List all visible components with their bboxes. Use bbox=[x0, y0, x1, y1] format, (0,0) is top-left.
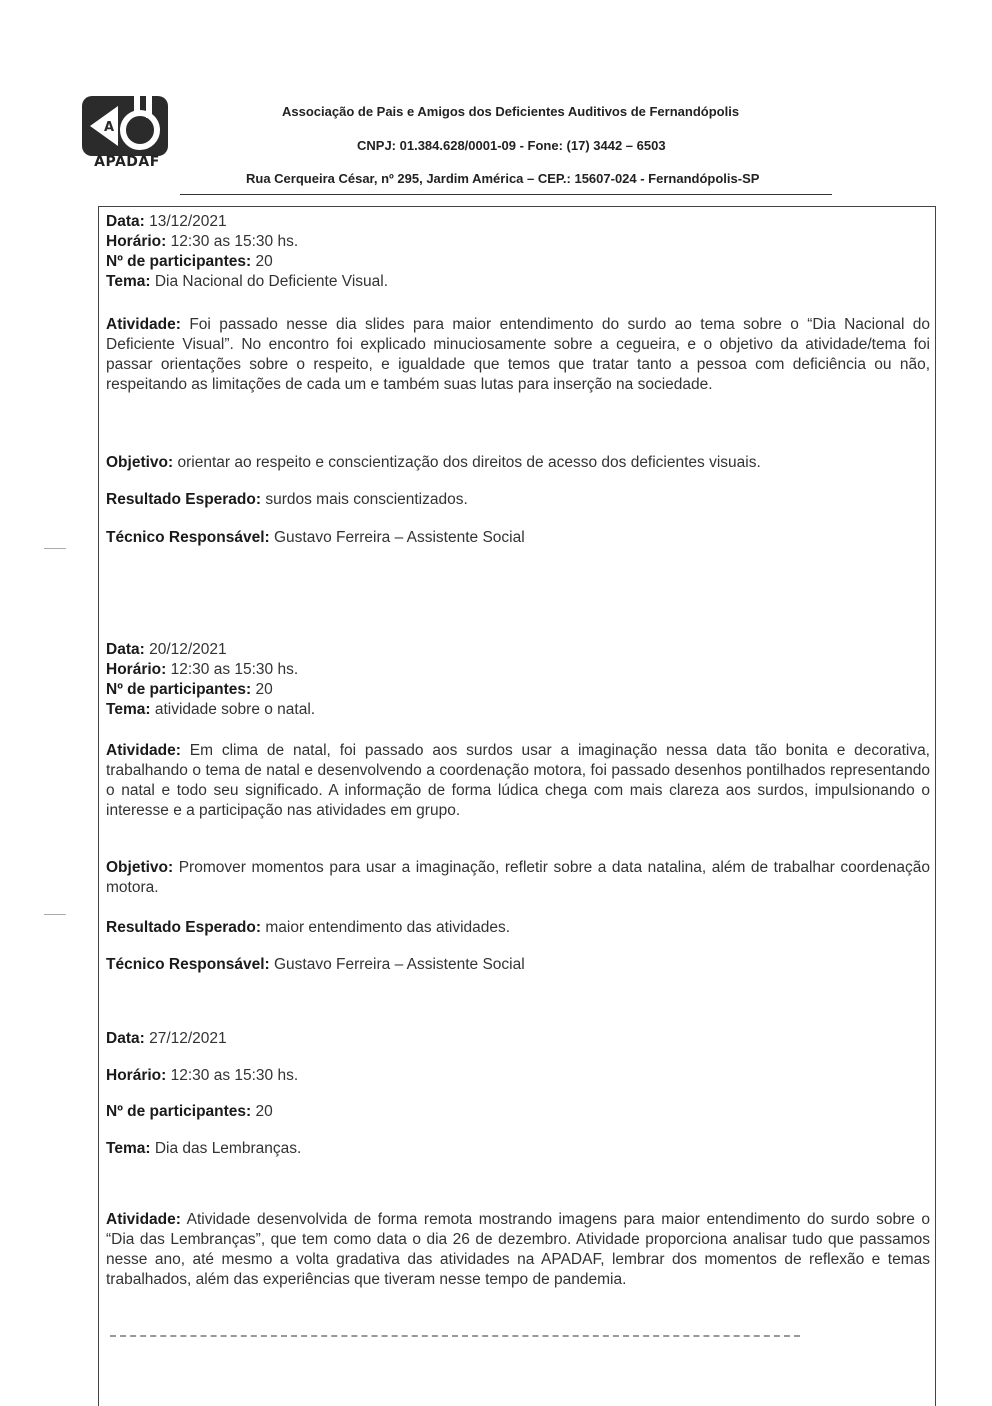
header-divider bbox=[180, 194, 832, 195]
activity-description-2 bbox=[106, 741, 930, 821]
participants-label: Nº de participantes: bbox=[106, 253, 252, 270]
date-value: 27/12/2021 bbox=[149, 1030, 227, 1047]
activity-description-3 bbox=[106, 1210, 930, 1290]
activity-text: Foi passado nesse dia slides para maior entendimento do surdo ao tema sobre o “Dia Nacional do Deficiente Visual”. No encontro foi explicado minuciosamente sobre a cegueira, e o objetivo da atividade/tema foi passar orientações sobre o respeito, e igualdade que temos que tratar tanto a pessoa com deficiência ou não, respeitando as limitações de cada um e também suas lutas para inserção na sociedade. bbox=[106, 316, 931, 393]
objective-label: Objetivo: bbox=[106, 454, 174, 471]
date-label: Data: bbox=[106, 1030, 145, 1047]
objective-2 bbox=[106, 858, 930, 898]
time-label: Horário: bbox=[106, 661, 167, 678]
theme-label: Tema: bbox=[106, 701, 151, 718]
activity-label: Atividade: bbox=[106, 742, 181, 759]
participants-row bbox=[106, 252, 930, 272]
activity-text: Em clima de natal, foi passado aos surdos usar a imaginação nessa data tão bonita e decorativa, trabalhando o tema de natal e desenvolvendo a coordenação motora, foi passado desenhos pontilhados representando o natal e todo seu significado. A informação de forma lúdica chega com mais clareza aos surdos, impulsionando o interesse e a participação nas atividades em grupo. bbox=[106, 742, 930, 819]
technician-text: Gustavo Ferreira – Assistente Social bbox=[273, 956, 525, 973]
technician-label: Técnico Responsável: bbox=[106, 956, 270, 973]
participants-row bbox=[106, 680, 930, 700]
date-label: Data: bbox=[106, 641, 145, 658]
organization-address: Rua Cerqueira César, nº 295, Jardim América – CEP.: 15607-024 - Fernandópolis-SP bbox=[246, 171, 760, 186]
participants-label: Nº de participantes: bbox=[106, 1103, 252, 1120]
participants-value: 20 bbox=[255, 1103, 273, 1120]
theme-value: Dia das Lembranças. bbox=[154, 1140, 302, 1157]
scan-mark bbox=[44, 914, 66, 915]
expected-result-1 bbox=[106, 490, 930, 510]
objective-text: orientar ao respeito e conscientização dos direitos de acesso dos deficientes visuais. bbox=[177, 454, 761, 471]
expected-result-label: Resultado Esperado: bbox=[106, 919, 262, 936]
expected-result-2 bbox=[106, 918, 930, 938]
participants-label: Nº de participantes: bbox=[106, 681, 252, 698]
ear-logo-icon bbox=[80, 92, 172, 158]
date-value: 20/12/2021 bbox=[149, 641, 227, 658]
expected-result-label: Resultado Esperado: bbox=[106, 491, 262, 508]
activity-label: Atividade: bbox=[106, 1211, 181, 1228]
time-value: 12:30 as 15:30 hs. bbox=[170, 1067, 299, 1084]
activity-label: Atividade: bbox=[106, 316, 181, 333]
time-row-3 bbox=[106, 1066, 930, 1086]
technician-1 bbox=[106, 528, 930, 548]
organization-contact: CNPJ: 01.384.628/0001-09 - Fone: (17) 3442 – 6503 bbox=[357, 138, 666, 153]
organization-name: Associação de Pais e Amigos dos Deficientes Auditivos de Fernandópolis bbox=[282, 104, 740, 119]
theme-value: Dia Nacional do Deficiente Visual. bbox=[154, 273, 389, 290]
theme-row-3 bbox=[106, 1139, 930, 1159]
technician-2 bbox=[106, 955, 930, 975]
expected-result-text: surdos mais conscientizados. bbox=[265, 491, 468, 508]
time-value: 12:30 as 15:30 hs. bbox=[170, 661, 299, 678]
scan-mark bbox=[44, 548, 66, 549]
date-label: Data: bbox=[106, 213, 145, 230]
activity-text: Atividade desenvolvida de forma remota mostrando imagens para maior entendimento do surdo sobre o “Dia das Lembranças”, que tem como data o dia 26 de dezembro. Atividade proporciona analisar tudo que passamos nesse ano, até mesmo a volta gradativa das atividades na APADAF, lembrar dos momentos de reflexão e temas trabalhados, além das experiências que tiveram nesse tempo de pandemia. bbox=[106, 1211, 931, 1288]
theme-value: atividade sobre o natal. bbox=[154, 701, 316, 718]
activity-entry-1 bbox=[106, 212, 930, 292]
page-cutoff-line bbox=[110, 1330, 800, 1340]
date-row-3 bbox=[106, 1029, 930, 1049]
participants-value: 20 bbox=[255, 253, 273, 270]
time-label: Horário: bbox=[106, 1067, 167, 1084]
theme-label: Tema: bbox=[106, 273, 151, 290]
expected-result-text: maior entendimento das atividades. bbox=[265, 919, 511, 936]
time-value: 12:30 as 15:30 hs. bbox=[170, 233, 299, 250]
objective-text: Promover momentos para usar a imaginação, refletir sobre a data natalina, além de trabalhar coordenação motora. bbox=[106, 859, 930, 896]
svg-text:A: A bbox=[104, 120, 115, 135]
activity-entry-2 bbox=[106, 640, 930, 720]
theme-label: Tema: bbox=[106, 1140, 151, 1157]
apadaf-logo bbox=[80, 92, 172, 172]
theme-row bbox=[106, 700, 930, 720]
objective-1 bbox=[106, 453, 930, 473]
time-label: Horário: bbox=[106, 233, 167, 250]
theme-row bbox=[106, 272, 930, 292]
participants-value: 20 bbox=[255, 681, 273, 698]
objective-label: Objetivo: bbox=[106, 859, 174, 876]
technician-label: Técnico Responsável: bbox=[106, 529, 270, 546]
activity-description-1 bbox=[106, 315, 930, 395]
time-row bbox=[106, 660, 930, 680]
date-value: 13/12/2021 bbox=[149, 213, 227, 230]
participants-row-3 bbox=[106, 1102, 930, 1122]
date-row bbox=[106, 640, 930, 660]
time-row bbox=[106, 232, 930, 252]
technician-text: Gustavo Ferreira – Assistente Social bbox=[273, 529, 525, 546]
date-row bbox=[106, 212, 930, 232]
logo-text: APADAF bbox=[94, 154, 160, 170]
